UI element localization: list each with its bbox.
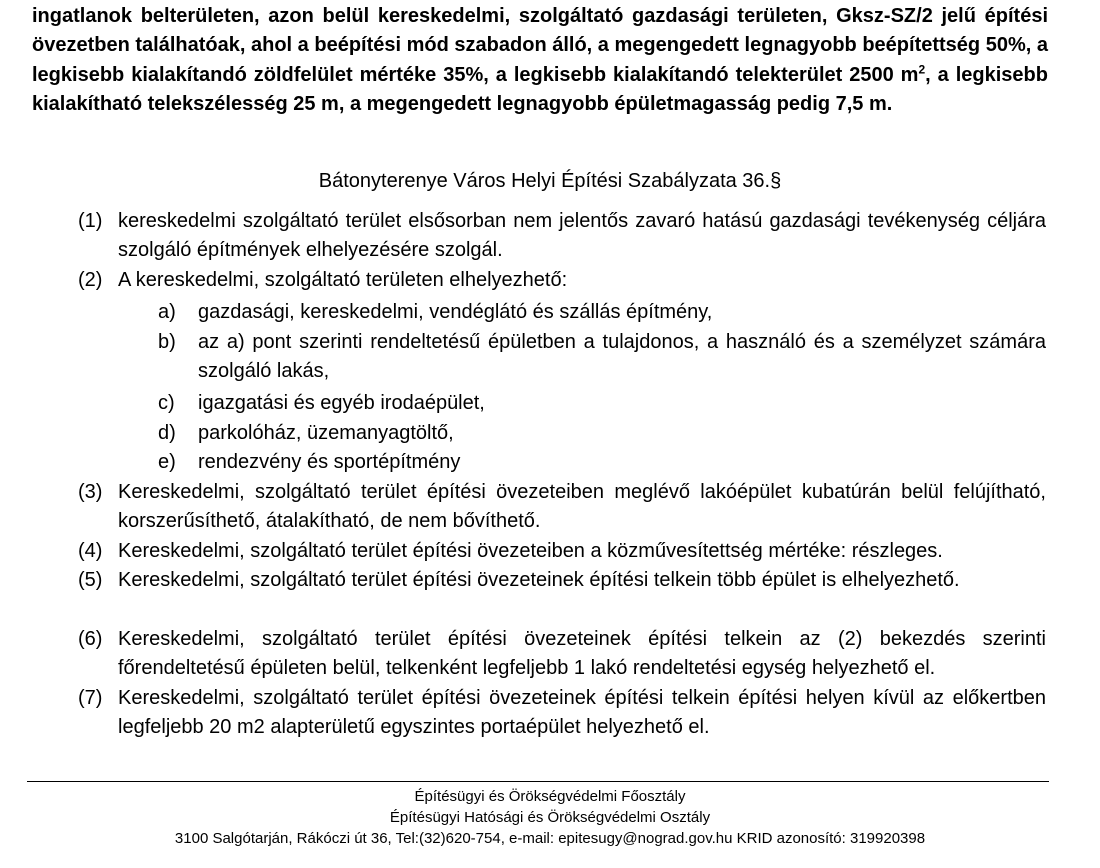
provision-text: Kereskedelmi, szolgáltató terület építési övezeteiben meglévő lakóépület kubatúrán belül felújítható, korszerűsíthető, átalakítható, de nem bővíthető. [118, 481, 1046, 532]
provision-text: Kereskedelmi, szolgáltató terület építési övezeteiben a közművesítettség mértéke: részleges. [118, 540, 943, 562]
intro-text-part1: ingatlanok belterületen, azon belül kereskedelmi, szolgáltató gazdasági területen, Gksz-SZ/2 jelű építési övezetben találhatóak, ahol a beépítési mód szabadon álló, a megengedett legnagyobb beépítettség 50%, a legkisebb kialakítandó zöldfelület mértéke 35%, a legkisebb kialakítandó telekterület 2500 m [32, 5, 1048, 86]
intro-paragraph [32, 2, 1048, 120]
footer-department: Építésügyi és Örökségvédelmi Főosztály [414, 788, 686, 805]
provision-number: (3) [78, 481, 103, 503]
provision-number: (6) [78, 628, 103, 650]
provision-text: A kereskedelmi, szolgáltató területen elhelyezhető: [118, 269, 568, 291]
subitem-letter: b) [158, 331, 176, 353]
footer-office: Építésügyi Hatósági és Örökségvédelmi Osztály [389, 809, 711, 826]
subitem-text: rendezvény és sportépítmény [198, 451, 461, 473]
provision-text: Kereskedelmi, szolgáltató terület építési övezeteinek építési telkein több épület is elhelyezhető. [118, 569, 960, 591]
provision-text: Kereskedelmi, szolgáltató terület építési övezeteinek építési telkein építési helyen kívül az előkertben legfeljebb 20 m2 alapterületű egyszintes portaépület helyezhető el. [118, 687, 1046, 738]
provision-number: (2) [78, 269, 103, 291]
subitem-letter: a) [158, 301, 176, 323]
footer-contact: 3100 Salgótarján, Rákóczi út 36, Tel:(32)620-754, e-mail: epitesugy@nograd.gov.hu KRID azonosító: 319920398 [174, 830, 926, 847]
subitem-letter: c) [158, 392, 175, 414]
subitem-text: az a) pont szerinti rendeltetésű épületben a tulajdonos, a használó és a személyzet számára szolgáló lakás, [198, 331, 1046, 382]
subitem-text: igazgatási és egyéb irodaépület, [198, 392, 485, 414]
provision-number: (5) [78, 569, 103, 591]
area-unit-superscript: 2 [918, 62, 926, 77]
intro-text-part2: , a legkisebb kialakítható telekszélesség 25 m, a megengedett legnagyobb épületmagasság pedig 7,5 m. [32, 63, 1048, 116]
provision-number: (1) [78, 210, 103, 232]
section-heading: Bátonyterenye Város Helyi Építési Szabályzata 36.§ [318, 170, 782, 192]
provision-number: (4) [78, 540, 103, 562]
provision-number: (7) [78, 687, 103, 709]
subitem-text: parkolóház, üzemanyagtöltő, [198, 422, 454, 444]
subitem-text: gazdasági, kereskedelmi, vendéglátó és szállás építmény, [198, 301, 713, 323]
footer-divider [27, 781, 1049, 782]
provision-text: kereskedelmi szolgáltató terület elsősorban nem jelentős zavaró hatású gazdasági tevékenység céljára szolgáló építmények elhelyezésére szolgál. [118, 210, 1046, 261]
subitem-letter: d) [158, 422, 176, 444]
provision-text: Kereskedelmi, szolgáltató terület építési övezeteinek építési telkein az (2) bekezdés szerinti főrendeltetésű épületen belül, telkenként legfeljebb 1 lakó rendeltetési egység helyezhető el. [118, 628, 1046, 679]
subitem-letter: e) [158, 451, 176, 473]
